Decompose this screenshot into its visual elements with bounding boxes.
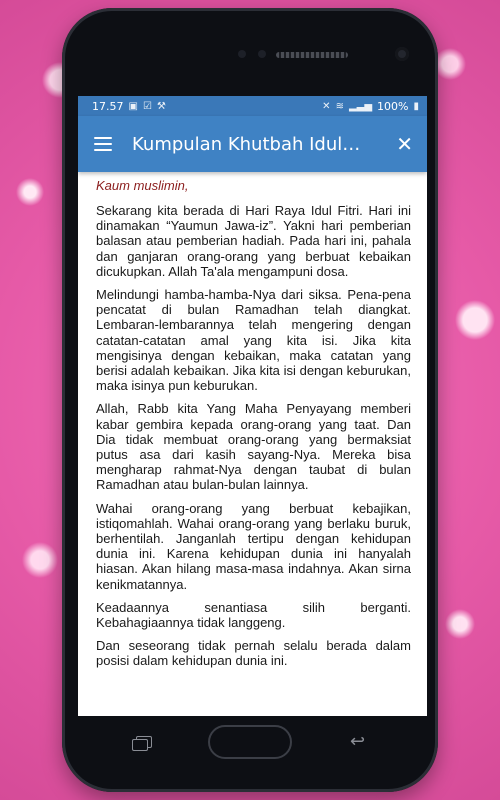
salutation: Kaum muslimin, <box>96 178 189 193</box>
check-icon: ☑ <box>142 100 152 112</box>
wifi-icon: ≋ <box>335 100 344 112</box>
app-bar <box>78 116 427 172</box>
app-title: Kumpulan Khutbah Idul… <box>132 133 361 155</box>
tool-icon: ⚒ <box>156 100 166 112</box>
speaker-grille <box>276 52 348 58</box>
sermon-text[interactable] <box>78 172 427 716</box>
paragraph: Dan seseorang tidak pernah selalu berada dalam posisi dalam kehidupan dunia ini. <box>96 638 411 669</box>
back-icon[interactable]: ↩ <box>350 731 366 752</box>
status-time: 17.57 <box>92 99 124 113</box>
front-camera <box>395 47 409 61</box>
close-icon[interactable]: ✕ <box>396 132 413 156</box>
recent-apps-icon[interactable] <box>132 736 152 749</box>
paragraph: Wahai orang-orang yang berbuat kebajikan, istiqomahlah. Wahai orang-orang yang berlaku buruk, berhentilah. Janganlah tertipu dengan kehidupan dunia ini. Karena kehidupan dunia ini hanyalah hiasan. Akan hilang masa-masa indahnya. Akan sirna kenikmatannya. <box>96 500 411 592</box>
paragraph: Sekarang kita berada di Hari Raya Idul Fitri. Hari ini dinamakan “Yaumun Jawa-iz”. Yakni hari pemberian balasan atau pemberian hadiah. Pada hari ini, pahala dan ganjaran orang-orang yang berbuat kebaikan dicukupkan. Allah Ta'ala mengampuni dosa. <box>96 203 411 279</box>
paragraph: Melindungi hamba-hamba-Nya dari siksa. Pena-pena pencatat di bulan Ramadhan telah diangkat. Lembaran-lembarannya telah mengering dengan catatan-catatan amal yang kita isi. Jika kita mengisinya dengan kebaikan, maka catatan yang berisi adalah kebaikan. Jika kita isi dengan keburukan, maka isinya pun keburukan. <box>96 287 411 394</box>
paragraph: Keadaannya senantiasa silih berganti. Kebahagiaannya tidak langgeng. <box>96 599 411 631</box>
menu-icon[interactable] <box>94 137 112 151</box>
sensor-dot <box>238 50 246 58</box>
signal-icon: ▂▃▅ <box>348 100 373 112</box>
status-bar <box>78 96 427 116</box>
home-button[interactable] <box>208 725 292 759</box>
image-icon: ▣ <box>128 100 138 112</box>
battery-percent: 100% <box>377 99 409 113</box>
battery-icon: ▮ <box>413 100 419 112</box>
paragraph: Allah, Rabb kita Yang Maha Penyayang memberi kabar gembira kepada orang-orang yang taat. Dan Dia tidak membuat orang-orang yang bermaksiat putus asa dari kasih sayang-Nya. Mereka bisa mengharap rahmat-Nya dengan taubat di bulan Ramadhan atau bulan-bulan lainnya. <box>96 401 411 493</box>
mute-icon: ✕ <box>322 100 331 112</box>
phone-screen <box>78 96 427 716</box>
sensor-dot <box>258 50 266 58</box>
